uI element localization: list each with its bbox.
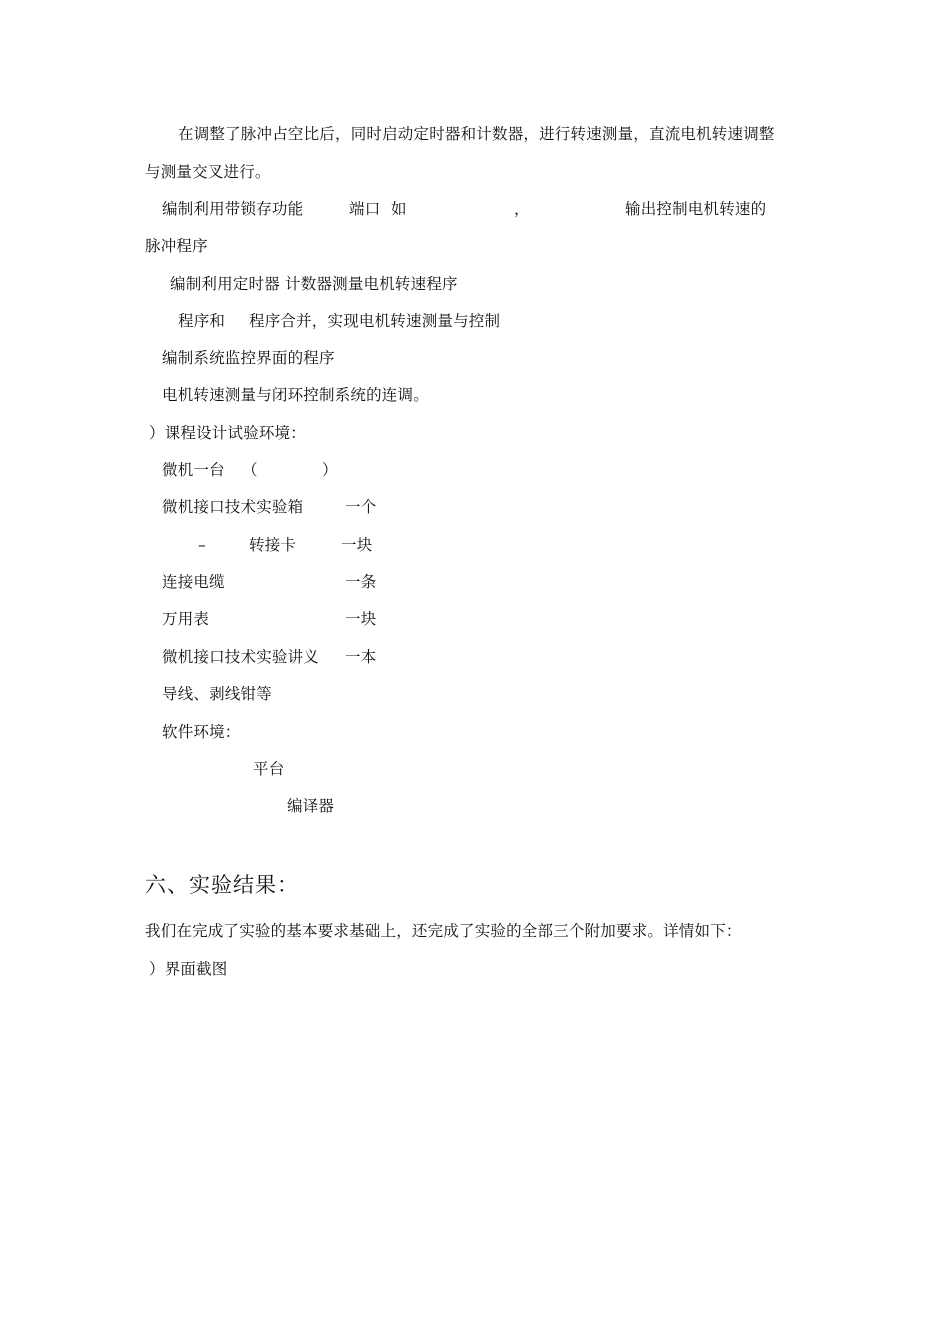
results-paragraph: 我们在完成了实验的基本要求基础上，还完成了实验的全部三个附加要求。详情如下： [145, 922, 742, 940]
env-item-name: 导线、剥线钳等 [162, 685, 272, 703]
results-sub-item: ）界面截图 [149, 960, 228, 978]
env-item-name: 转接卡 [249, 536, 297, 554]
task-4: 编制系统监控界面的程序 [162, 349, 335, 367]
env-item-name: 万用表 [162, 610, 210, 628]
section-heading-results: 六、实验结果： [145, 873, 299, 897]
env-item-dash: – [198, 536, 206, 554]
task-1-continuation: 脉冲程序 [145, 237, 208, 255]
env-item-paren-open: （ [242, 461, 258, 479]
env-item-name: 连接电缆 [162, 573, 225, 591]
env-item-qty: 一块 [345, 610, 377, 628]
env-item-paren-close: ） [322, 461, 338, 479]
task-5: 电机转速测量与闭环控制系统的连调。 [162, 386, 429, 404]
env-item-name: 微机接口技术实验讲义 [162, 648, 320, 666]
software-compiler: 编译器 [287, 797, 335, 815]
software-platform: 平台 [253, 760, 285, 778]
env-item-qty: 一本 [345, 648, 377, 666]
env-item-name: 微机一台 [162, 461, 225, 479]
task-1-part-d: ， [514, 200, 530, 218]
task-1-part-e: 输出控制电机转速的 [625, 200, 767, 218]
task-3-part-a: 程序和 [178, 312, 226, 330]
task-1-part-a: 编制利用带锁存功能 [162, 200, 304, 218]
task-3-part-b: 程序合并，实现电机转速测量与控制 [249, 312, 501, 330]
software-label: 软件环境： [162, 723, 241, 741]
intro-line-2: 与测量交叉进行。 [145, 163, 271, 181]
intro-line-1: 在调整了脉冲占空比后，同时启动定时器和计数器，进行转速测量，直流电机转速调整 [178, 125, 775, 143]
task-1-part-b: 端口 [349, 200, 381, 218]
environment-heading: ）课程设计试验环境： [149, 424, 307, 442]
env-item-qty: 一条 [345, 573, 377, 591]
env-item-qty: 一块 [341, 536, 373, 554]
task-1-part-c: 如 [391, 200, 407, 218]
env-item-name: 微机接口技术实验箱 [162, 498, 304, 516]
task-2: 编制利用定时器 计数器测量电机转速程序 [170, 275, 458, 293]
env-item-qty: 一个 [345, 498, 377, 516]
